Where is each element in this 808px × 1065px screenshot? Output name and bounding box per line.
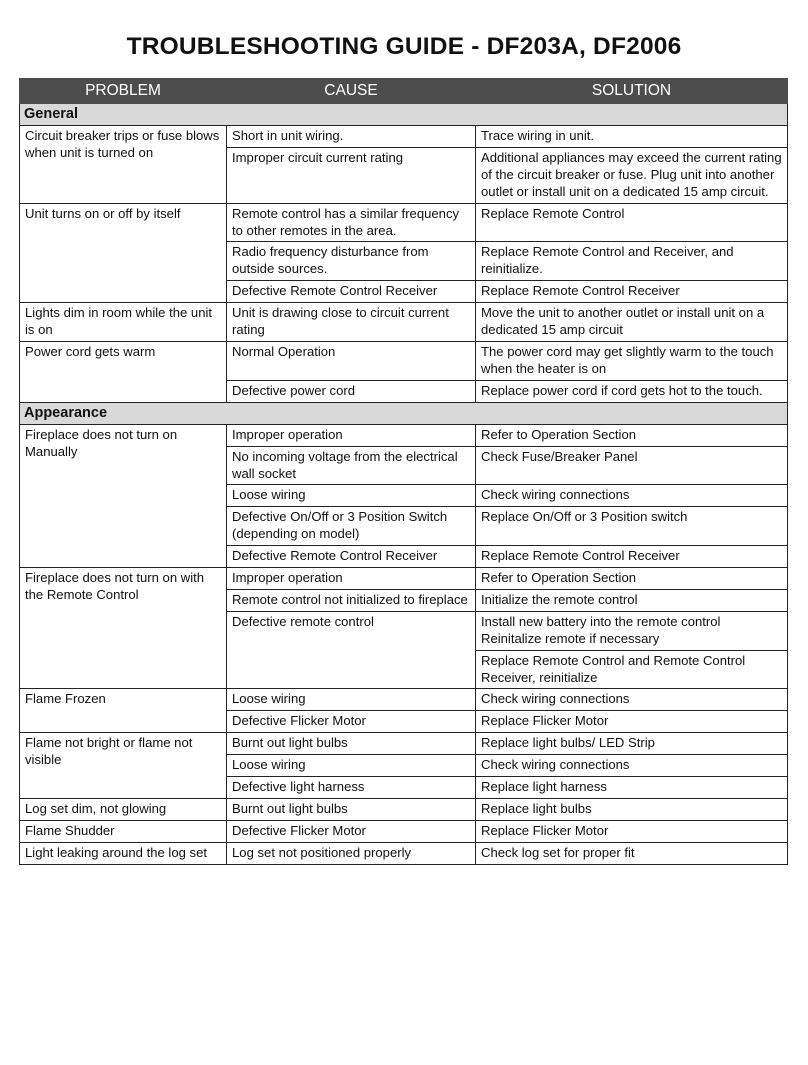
problem-cell: Log set dim, not glowing (20, 799, 227, 821)
cause-cell: Improper operation (227, 568, 476, 590)
cause-cell: Short in unit wiring. (227, 126, 476, 148)
solution-cell: Replace light bulbs (476, 799, 788, 821)
solution-cell: Check wiring connections (476, 689, 788, 711)
section-row (20, 104, 788, 126)
table-row (20, 303, 788, 342)
cause-cell: Log set not positioned properly (227, 842, 476, 864)
solution-cell: Replace Flicker Motor (476, 820, 788, 842)
solution-cell: Replace Remote Control and Remote Control Receiver, reinitialize (476, 650, 788, 689)
header-row (20, 79, 788, 104)
solution-cell: Trace wiring in unit. (476, 126, 788, 148)
solution-cell: Check wiring connections (476, 485, 788, 507)
solution-cell: Replace Flicker Motor (476, 711, 788, 733)
troubleshooting-table (19, 78, 788, 865)
section-heading: General (20, 104, 788, 126)
header-problem: PROBLEM (20, 79, 227, 104)
section-row (20, 402, 788, 424)
table-row (20, 689, 788, 711)
problem-cell: Flame not bright or flame not visible (20, 733, 227, 799)
solution-cell: Replace Remote Control (476, 203, 788, 242)
solution-cell: The power cord may get slightly warm to the touch when the heater is on (476, 341, 788, 380)
solution-cell: Check wiring connections (476, 755, 788, 777)
problem-cell: Flame Shudder (20, 820, 227, 842)
problem-cell: Fireplace does not turn on with the Remote Control (20, 568, 227, 689)
cause-cell: Defective On/Off or 3 Position Switch (depending on model) (227, 507, 476, 546)
solution-cell: Replace Remote Control Receiver (476, 281, 788, 303)
cause-cell: Burnt out light bulbs (227, 799, 476, 821)
solution-cell: Replace Remote Control Receiver (476, 546, 788, 568)
solution-cell: Refer to Operation Section (476, 568, 788, 590)
header-cause: CAUSE (227, 79, 476, 104)
cause-cell: Defective Remote Control Receiver (227, 546, 476, 568)
table-row (20, 424, 788, 446)
cause-cell: Defective remote control (227, 611, 476, 689)
table-row (20, 842, 788, 864)
solution-cell: Check log set for proper fit (476, 842, 788, 864)
table-body (20, 104, 788, 865)
cause-cell: Unit is drawing close to circuit current rating (227, 303, 476, 342)
page-title: TROUBLESHOOTING GUIDE - DF203A, DF2006 (126, 33, 682, 60)
cause-cell: No incoming voltage from the electrical wall socket (227, 446, 476, 485)
cause-cell: Burnt out light bulbs (227, 733, 476, 755)
table-row (20, 799, 788, 821)
cause-cell: Loose wiring (227, 689, 476, 711)
table-row (20, 203, 788, 242)
solution-cell: Replace light bulbs/ LED Strip (476, 733, 788, 755)
solution-cell: Refer to Operation Section (476, 424, 788, 446)
solution-cell: Replace power cord if cord gets hot to the touch. (476, 380, 788, 402)
cause-cell: Improper operation (227, 424, 476, 446)
problem-cell: Lights dim in room while the unit is on (20, 303, 227, 342)
cause-cell: Loose wiring (227, 755, 476, 777)
table-row (20, 341, 788, 380)
cause-cell: Loose wiring (227, 485, 476, 507)
section-heading: Appearance (20, 402, 788, 424)
cause-cell: Defective Remote Control Receiver (227, 281, 476, 303)
cause-cell: Defective light harness (227, 777, 476, 799)
table-row (20, 126, 788, 148)
cause-cell: Improper circuit current rating (227, 147, 476, 203)
solution-cell: Replace Remote Control and Receiver, and reinitialize. (476, 242, 788, 281)
solution-cell: Replace light harness (476, 777, 788, 799)
solution-cell: Move the unit to another outlet or install unit on a dedicated 15 amp circuit (476, 303, 788, 342)
solution-cell: Install new battery into the remote control Reinitalize remote if necessary (476, 611, 788, 650)
solution-cell: Additional appliances may exceed the current rating of the circuit breaker or fuse. Plug unit into another outlet or install unit on a dedicated 15 amp circuit. (476, 147, 788, 203)
table-row (20, 733, 788, 755)
cause-cell: Remote control has a similar frequency to other remotes in the area. (227, 203, 476, 242)
problem-cell: Fireplace does not turn on Manually (20, 424, 227, 567)
table-row (20, 820, 788, 842)
problem-cell: Light leaking around the log set (20, 842, 227, 864)
cause-cell: Radio frequency disturbance from outside sources. (227, 242, 476, 281)
solution-cell: Check Fuse/Breaker Panel (476, 446, 788, 485)
cause-cell: Defective Flicker Motor (227, 711, 476, 733)
cause-cell: Defective Flicker Motor (227, 820, 476, 842)
cause-cell: Defective power cord (227, 380, 476, 402)
solution-cell: Initialize the remote control (476, 589, 788, 611)
problem-cell: Flame Frozen (20, 689, 227, 733)
problem-cell: Unit turns on or off by itself (20, 203, 227, 303)
problem-cell: Power cord gets warm (20, 341, 227, 402)
cause-cell: Normal Operation (227, 341, 476, 380)
header-solution: SOLUTION (476, 79, 788, 104)
cause-cell: Remote control not initialized to fireplace (227, 589, 476, 611)
problem-cell: Circuit breaker trips or fuse blows when unit is turned on (20, 126, 227, 204)
table-row (20, 568, 788, 590)
solution-cell: Replace On/Off or 3 Position switch (476, 507, 788, 546)
